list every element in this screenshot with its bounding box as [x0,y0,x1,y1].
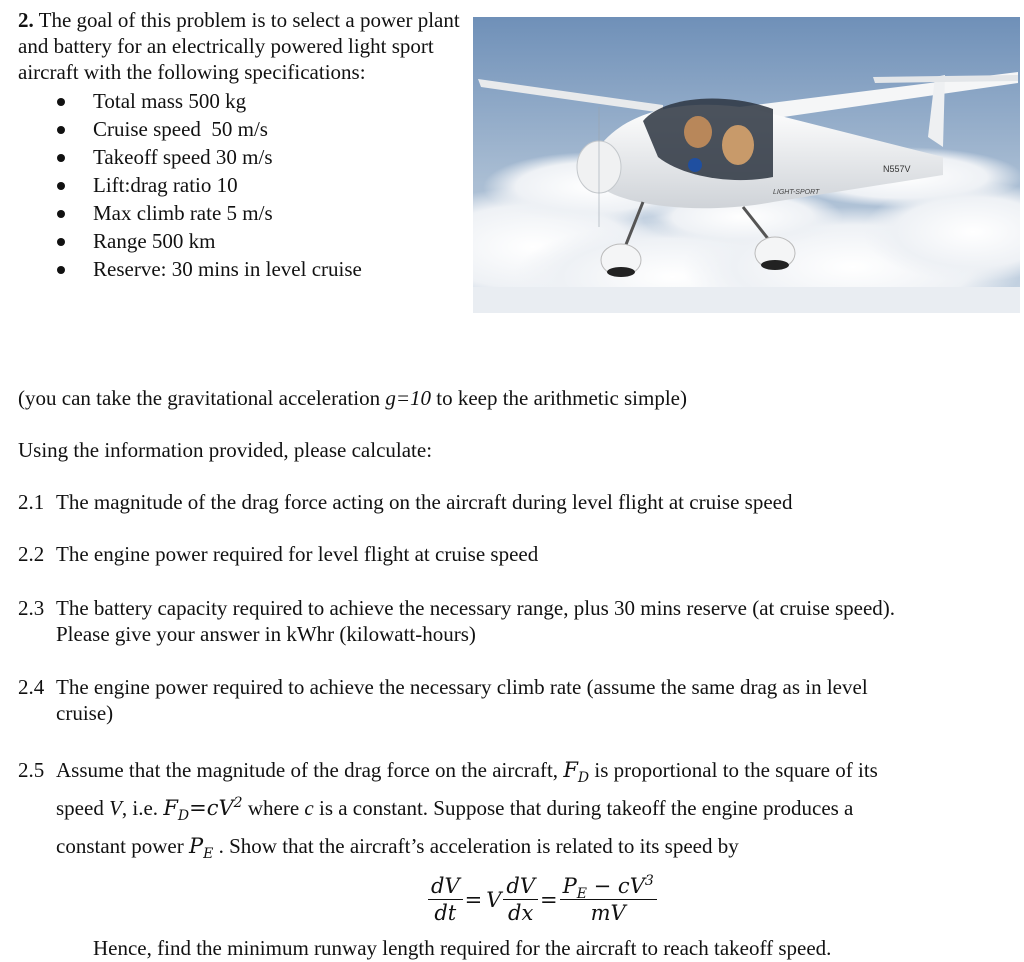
question-number: 2.1 [18,490,45,514]
bullet-icon [57,154,65,162]
question-text: The engine power required to achieve the necessary climb rate (assume the same drag as in level [56,675,868,699]
question-text: The battery capacity required to achieve the necessary range, plus 30 mins reserve (at cruise speed). [56,596,896,620]
spec-item: Range 500 km [18,227,468,255]
spec-item: Reserve: 30 mins in level cruise [18,255,468,283]
problem-intro [18,7,468,283]
question-text: The engine power required for level flight at cruise speed [56,542,539,566]
gravity-expression: g=10 [385,386,431,410]
question-2-4 [18,674,1008,726]
spec-item: Cruise speed 50 m/s [18,115,468,143]
question-number: 2.5 [18,758,45,782]
hence-text: Hence, find the minimum runway length required for the aircraft to reach takeoff speed. [93,936,832,960]
bullet-icon [57,238,65,246]
bullet-icon [57,98,65,106]
spec-item: Max climb rate 5 m/s [18,199,468,227]
question-text: constant power $P_E$ . Show that the aircraft’s acceleration is related to its speed by [56,834,739,863]
spec-item: Takeoff speed 30 m/s [18,143,468,171]
question-2-3 [18,595,1008,647]
bullet-icon [57,266,65,274]
spec-item: Total mass 500 kg [18,87,468,115]
question-number: 2.2 [18,542,45,566]
spec-list [18,87,468,283]
tail-number: N557V [883,164,911,174]
question-2-1 [18,489,1008,515]
aircraft-photo [473,17,1020,313]
aircraft-illustration [473,17,1020,313]
spec-item: Lift:drag ratio 10 [18,171,468,199]
bullet-icon [57,126,65,134]
fuselage-text: LIGHT-SPORT [773,189,820,196]
question-number: 2.4 [18,675,45,699]
question-2-2 [18,541,1008,567]
problem-intro-text: The goal of this problem is to select a power plant and battery for an electrically powered light sport aircraft with the following specifications: [18,8,460,84]
question-text: Assume that the magnitude of the drag force on the aircraft, $F_D$ is proportional to the square of its [56,758,878,787]
fraction-dv-dx: $\frac{dV}{dx}$ [503,873,538,926]
instruction-text: Using the information provided, please calculate: [18,438,433,462]
acceleration-equation: $\frac{dV}{dt}$ = V $\frac{dV}{dx}$ = $\frac{P_E - cV^3}{mV}$ [428,873,657,933]
gravity-note: (you can take the gravitational acceleration g=10 to keep the arithmetic simple) [18,386,687,410]
question-number: 2.3 [18,596,45,620]
question-text: cruise) [56,701,114,725]
problem-statement [18,7,468,85]
bullet-icon [57,210,65,218]
logo-icon [688,158,702,172]
question-2-5 [18,757,1008,871]
question-text: Please give your answer in kWhr (kilowatt-hours) [56,622,476,646]
problem-number: 2. [18,8,34,32]
fraction-power-term: $\frac{P_E - cV^3}{mV}$ [560,873,657,926]
question-text: The magnitude of the drag force acting on the aircraft during level flight at cruise speed [56,490,793,514]
bullet-icon [57,182,65,190]
fraction-dv-dt: $\frac{dV}{dt}$ [428,873,463,926]
question-text: speed V, i.e. $F_D=cV^2$ where c is a constant. Suppose that during takeoff the engine produces a [56,795,854,825]
